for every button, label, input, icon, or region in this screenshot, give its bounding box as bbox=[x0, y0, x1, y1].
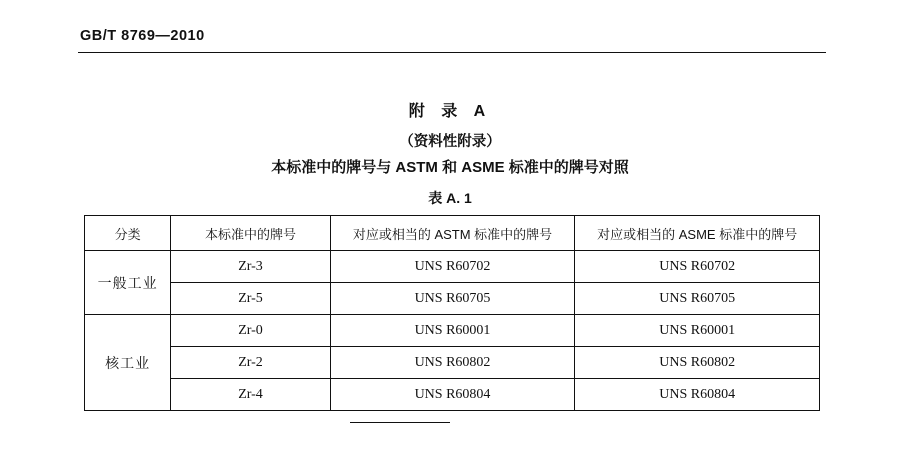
standard-number: GB/T 8769—2010 bbox=[80, 28, 205, 44]
table-header-row bbox=[85, 216, 820, 251]
table-caption: 表 A. 1 bbox=[428, 190, 472, 206]
cell-asme: UNS R60702 bbox=[575, 251, 820, 283]
cell-astm: UNS R60001 bbox=[330, 315, 575, 347]
column-header-grade: 本标准中的牌号 bbox=[171, 216, 330, 251]
cell-astm: UNS R60802 bbox=[330, 347, 575, 379]
grade-comparison-table bbox=[84, 215, 820, 411]
cell-astm: UNS R60702 bbox=[330, 251, 575, 283]
table-row bbox=[85, 347, 820, 379]
table-row bbox=[85, 283, 820, 315]
annex-title: 附 录 A bbox=[408, 103, 492, 120]
cell-astm: UNS R60705 bbox=[330, 283, 575, 315]
cell-category-general-industry: 一般工业 bbox=[85, 251, 171, 315]
cell-grade: Zr-5 bbox=[171, 283, 330, 315]
table-row bbox=[85, 315, 820, 347]
column-header-astm: 对应或相当的 ASTM 标准中的牌号 bbox=[330, 216, 575, 251]
column-header-asme: 对应或相当的 ASME 标准中的牌号 bbox=[575, 216, 820, 251]
cell-grade: Zr-2 bbox=[171, 347, 330, 379]
table-row bbox=[85, 379, 820, 411]
cell-category-nuclear-industry: 核工业 bbox=[85, 315, 171, 411]
cell-grade: Zr-3 bbox=[171, 251, 330, 283]
cell-grade: Zr-0 bbox=[171, 315, 330, 347]
table-header-row-group bbox=[85, 216, 820, 251]
table-body bbox=[85, 251, 820, 411]
table-row bbox=[85, 251, 820, 283]
cell-asme: UNS R60705 bbox=[575, 283, 820, 315]
cell-asme: UNS R60001 bbox=[575, 315, 820, 347]
footer-divider bbox=[350, 422, 450, 423]
column-header-category: 分类 bbox=[85, 216, 171, 251]
annex-type: （资料性附录） bbox=[399, 134, 501, 150]
cell-grade: Zr-4 bbox=[171, 379, 330, 411]
annex-heading: 本标准中的牌号与 ASTM 和 ASME 标准中的牌号对照 bbox=[271, 159, 629, 176]
cell-asme: UNS R60804 bbox=[575, 379, 820, 411]
header-divider bbox=[78, 52, 826, 53]
cell-astm: UNS R60804 bbox=[330, 379, 575, 411]
cell-asme: UNS R60802 bbox=[575, 347, 820, 379]
